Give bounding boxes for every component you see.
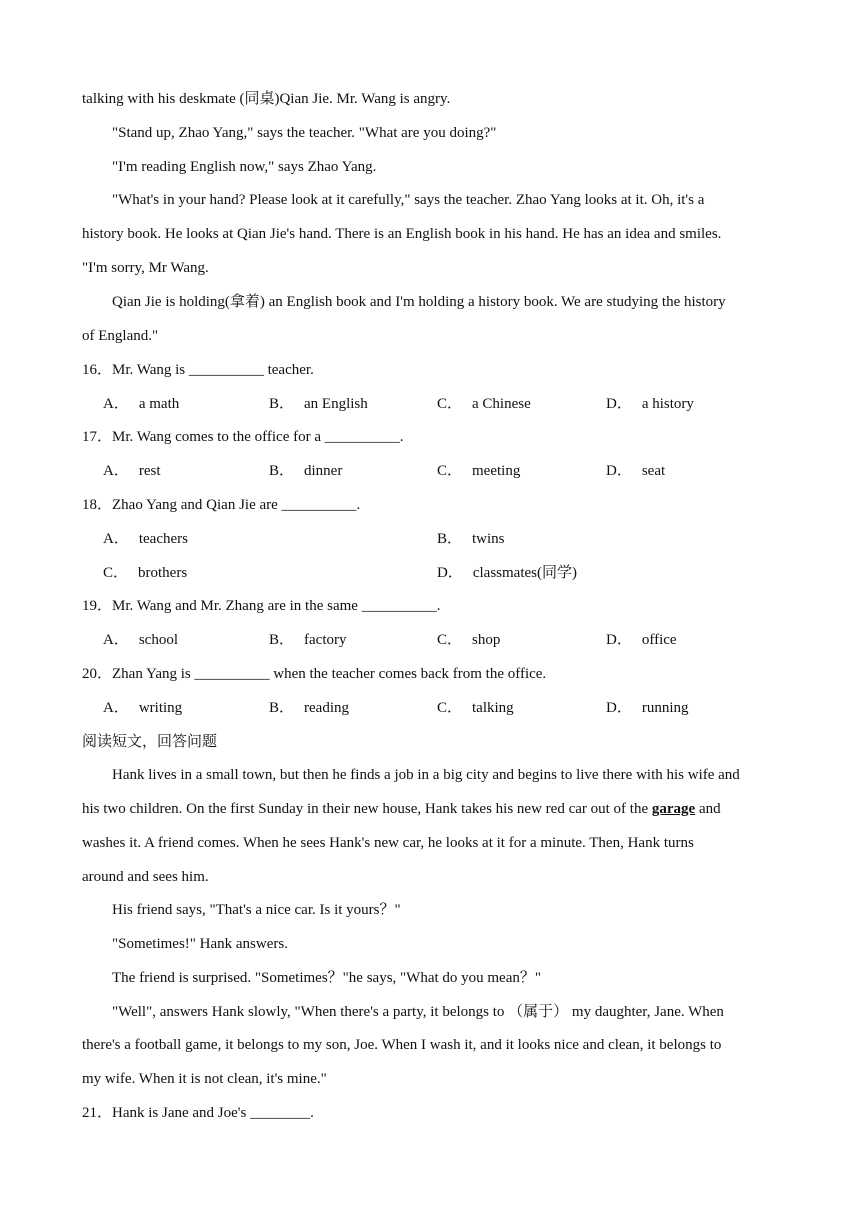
- option-text: rest: [138, 463, 161, 479]
- option-key: B．: [269, 700, 295, 716]
- story2-paragraph-4: The friend is surprised. "Sometimes？"he says, "What do you mean？": [112, 970, 541, 986]
- option-text: seat: [641, 463, 666, 479]
- story1-paragraph-4a: Qian Jie is holding(拿着) an English book and I'm holding a history book. We are studying the history: [112, 294, 726, 310]
- option-key: C．: [437, 632, 463, 648]
- option-key: B．: [269, 396, 295, 412]
- story1-paragraph-3b: history book. He looks at Qian Jie's hand. There is an English book in his hand. He has an idea and smiles.: [82, 226, 722, 242]
- question-16-option-c: [437, 394, 531, 414]
- question-18-option-a: [103, 529, 188, 549]
- story2-paragraph-2: His friend says, "That's a nice car. Is it yours？": [112, 902, 401, 918]
- option-text: brothers: [138, 565, 188, 581]
- option-key: A．: [103, 700, 129, 716]
- question-16-option-a: [103, 394, 179, 414]
- option-key: A．: [103, 396, 129, 412]
- option-text: twins: [472, 531, 505, 547]
- option-key: A．: [103, 632, 129, 648]
- option-text: meeting: [472, 463, 521, 479]
- option-text: office: [641, 632, 677, 648]
- question-21-stem: 21．Hank is Jane and Joe's ________.: [82, 1105, 314, 1121]
- option-key: B．: [269, 632, 295, 648]
- option-text: school: [138, 632, 179, 648]
- option-key: D．: [606, 700, 632, 716]
- underlined-word-garage: garage: [651, 801, 696, 817]
- question-17-option-b: [269, 461, 342, 481]
- option-key: B．: [437, 531, 463, 547]
- story2-paragraph-5c: my wife. When it is not clean, it's mine.": [82, 1071, 327, 1087]
- story1-paragraph-1: "Stand up, Zhao Yang," says the teacher. "What are you doing?": [112, 125, 497, 141]
- story1-paragraph-3c: "I'm sorry, Mr Wang.: [82, 260, 209, 276]
- story2-paragraph-1c: washes it. A friend comes. When he sees Hank's new car, he looks at it for a minute. Then, Hank turns: [82, 835, 694, 851]
- question-20-stem: 20．Zhan Yang is __________ when the teacher comes back from the office.: [82, 666, 547, 682]
- story2-paragraph-1a: Hank lives in a small town, but then he finds a job in a big city and begins to live there with his wife and: [112, 767, 740, 783]
- story1-paragraph-2: "I'm reading English now," says Zhao Yang.: [112, 159, 377, 175]
- question-20-option-b: [269, 698, 349, 718]
- question-18-option-b: [437, 529, 505, 549]
- option-text: factory: [304, 632, 347, 648]
- story2-paragraph-3: "Sometimes!" Hank answers.: [112, 936, 288, 952]
- text-span: his two children. On the first Sunday in their new house, Hank takes his new red car out of the: [82, 801, 652, 817]
- story1-paragraph-3a: "What's in your hand? Please look at it carefully," says the teacher. Zhao Yang looks at it. Oh, it's a: [112, 192, 705, 208]
- option-key: D．: [437, 565, 463, 581]
- option-text: writing: [138, 700, 183, 716]
- question-18-stem: 18．Zhao Yang and Qian Jie are __________.: [82, 497, 361, 513]
- question-17-stem: 17．Mr. Wang comes to the office for a __________.: [82, 429, 404, 445]
- question-19-option-d: [606, 630, 677, 650]
- story2-paragraph-5a: "Well", answers Hank slowly, "When there's a party, it belongs to （属于） my daughter, Jane. When: [112, 1004, 724, 1020]
- question-20-option-d: [606, 698, 689, 718]
- question-19-stem: 19．Mr. Wang and Mr. Zhang are in the same __________.: [82, 598, 441, 614]
- story2-paragraph-1b: [82, 799, 721, 819]
- question-19-option-b: [269, 630, 347, 650]
- question-20-option-a: [103, 698, 182, 718]
- option-text: a math: [138, 396, 180, 412]
- option-text: talking: [472, 700, 514, 716]
- option-key: C．: [103, 565, 129, 581]
- option-text: a Chinese: [472, 396, 531, 412]
- question-17-option-c: [437, 461, 520, 481]
- story1-paragraph-0: talking with his deskmate (同桌)Qian Jie. Mr. Wang is angry.: [82, 91, 451, 107]
- section2-instruction: 阅读短文，回答问题: [82, 734, 218, 750]
- question-16-option-b: [269, 394, 368, 414]
- story1-paragraph-4b: of England.": [82, 328, 159, 344]
- option-text: reading: [304, 700, 349, 716]
- option-key: A．: [103, 463, 129, 479]
- option-key: D．: [606, 632, 632, 648]
- question-17-option-d: [606, 461, 665, 481]
- option-key: C．: [437, 700, 463, 716]
- option-key: C．: [437, 463, 463, 479]
- option-text: a history: [641, 396, 694, 412]
- option-key: A．: [103, 531, 129, 547]
- option-text: classmates(同学): [472, 565, 577, 581]
- question-20-option-c: [437, 698, 514, 718]
- question-19-option-a: [103, 630, 178, 650]
- story2-paragraph-1d: around and sees him.: [82, 869, 209, 885]
- option-key: D．: [606, 463, 632, 479]
- question-17-option-a: [103, 461, 161, 481]
- question-16-stem: 16．Mr. Wang is __________ teacher.: [82, 362, 314, 378]
- story2-paragraph-5b: there's a football game, it belongs to my son, Joe. When I wash it, and it looks nice and clean, it belongs to: [82, 1037, 722, 1053]
- option-text: shop: [472, 632, 501, 648]
- option-key: C．: [437, 396, 463, 412]
- question-16-option-d: [606, 394, 694, 414]
- option-text: running: [641, 700, 689, 716]
- option-text: teachers: [138, 531, 188, 547]
- text-span: and: [695, 801, 721, 817]
- question-19-option-c: [437, 630, 500, 650]
- option-key: B．: [269, 463, 295, 479]
- option-key: D．: [606, 396, 632, 412]
- question-18-option-c: [103, 563, 187, 583]
- option-text: an English: [304, 396, 368, 412]
- option-text: dinner: [304, 463, 343, 479]
- question-18-option-d: [437, 563, 577, 583]
